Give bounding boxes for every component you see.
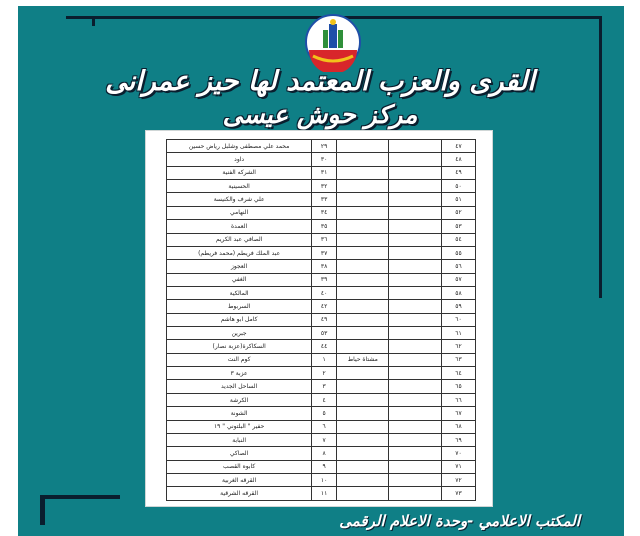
village-number-cell: ٢ bbox=[312, 367, 337, 380]
table-row bbox=[167, 380, 476, 393]
blank-cell bbox=[389, 233, 442, 246]
village-number-cell: ٣٣ bbox=[312, 193, 337, 206]
village-number-cell: ٨ bbox=[312, 447, 337, 460]
village-name-cell: القرقه الشرقية bbox=[167, 487, 312, 501]
table-row bbox=[167, 313, 476, 326]
blank-cell bbox=[389, 407, 442, 420]
village-number-cell: ٣٠ bbox=[312, 153, 337, 166]
village-name-cell: جبرين bbox=[167, 327, 312, 340]
center-cell bbox=[336, 286, 389, 299]
center-cell bbox=[336, 433, 389, 446]
table-row bbox=[167, 433, 476, 446]
village-number-cell: ٣ bbox=[312, 380, 337, 393]
blank-cell bbox=[389, 433, 442, 446]
row-index-cell: ٦٨ bbox=[441, 420, 475, 433]
table-row bbox=[167, 420, 476, 433]
village-name-cell: داود bbox=[167, 153, 312, 166]
table-row bbox=[167, 473, 476, 486]
blank-cell bbox=[389, 393, 442, 406]
blank-cell bbox=[389, 327, 442, 340]
village-number-cell: ٢٩ bbox=[312, 140, 337, 153]
page-title: القرى والعزب المعتمد لها حيز عمرانى bbox=[105, 66, 535, 97]
table-row bbox=[167, 140, 476, 153]
table-row bbox=[167, 300, 476, 313]
row-index-cell: ٧٢ bbox=[441, 473, 475, 486]
blank-cell bbox=[389, 286, 442, 299]
table-row bbox=[167, 353, 476, 366]
row-index-cell: ٧١ bbox=[441, 460, 475, 473]
village-name-cell: الساحل الجديد bbox=[167, 380, 312, 393]
center-cell bbox=[336, 220, 389, 233]
center-cell bbox=[336, 407, 389, 420]
row-index-cell: ٦٠ bbox=[441, 313, 475, 326]
center-cell bbox=[336, 327, 389, 340]
blank-cell bbox=[389, 367, 442, 380]
row-index-cell: ٥١ bbox=[441, 193, 475, 206]
table-row bbox=[167, 340, 476, 353]
table-row bbox=[167, 246, 476, 259]
village-name-cell: العجوز bbox=[167, 260, 312, 273]
village-name-cell: القرقه الغربية bbox=[167, 473, 312, 486]
table-row bbox=[167, 180, 476, 193]
village-number-cell: ٥ bbox=[312, 407, 337, 420]
row-index-cell: ٦٢ bbox=[441, 340, 475, 353]
page-subtitle: مركز حوش عيسى bbox=[222, 100, 418, 129]
table-row bbox=[167, 487, 476, 501]
row-index-cell: ٥٩ bbox=[441, 300, 475, 313]
village-number-cell: ٤٩ bbox=[312, 313, 337, 326]
village-number-cell: ٣٧ bbox=[312, 246, 337, 259]
row-index-cell: ٥٣ bbox=[441, 220, 475, 233]
center-cell bbox=[336, 473, 389, 486]
village-number-cell: ١٠ bbox=[312, 473, 337, 486]
village-name-cell: علي شرف والكنيسة bbox=[167, 193, 312, 206]
row-index-cell: ٤٨ bbox=[441, 153, 475, 166]
villages-table bbox=[166, 139, 476, 501]
village-number-cell: ٣١ bbox=[312, 166, 337, 179]
center-cell bbox=[336, 193, 389, 206]
village-number-cell: ٣٨ bbox=[312, 260, 337, 273]
village-number-cell: ٧ bbox=[312, 433, 337, 446]
center-cell bbox=[336, 487, 389, 501]
row-index-cell: ٦٦ bbox=[441, 393, 475, 406]
blank-cell bbox=[389, 140, 442, 153]
row-index-cell: ٥٧ bbox=[441, 273, 475, 286]
table-row bbox=[167, 460, 476, 473]
village-name-cell: عزبة ٣ bbox=[167, 367, 312, 380]
village-number-cell: ٩ bbox=[312, 460, 337, 473]
table-row bbox=[167, 393, 476, 406]
row-index-cell: ٥٠ bbox=[441, 180, 475, 193]
row-index-cell: ٦٩ bbox=[441, 433, 475, 446]
table-row bbox=[167, 220, 476, 233]
row-index-cell: ٦٣ bbox=[441, 353, 475, 366]
table-row bbox=[167, 206, 476, 219]
table-row bbox=[167, 327, 476, 340]
row-index-cell: ٤٩ bbox=[441, 166, 475, 179]
village-number-cell: ٣٢ bbox=[312, 180, 337, 193]
center-cell bbox=[336, 233, 389, 246]
table-row bbox=[167, 367, 476, 380]
center-cell bbox=[336, 153, 389, 166]
row-index-cell: ٥٨ bbox=[441, 286, 475, 299]
blank-cell bbox=[389, 313, 442, 326]
village-number-cell: ٣٦ bbox=[312, 233, 337, 246]
row-index-cell: ٥٤ bbox=[441, 233, 475, 246]
blank-cell bbox=[389, 353, 442, 366]
frame-line-bottom bbox=[40, 495, 45, 525]
blank-cell bbox=[389, 340, 442, 353]
blank-cell bbox=[389, 300, 442, 313]
village-number-cell: ٦ bbox=[312, 420, 337, 433]
table-row bbox=[167, 233, 476, 246]
village-name-cell: كامل ابو هاشم bbox=[167, 313, 312, 326]
table-row bbox=[167, 447, 476, 460]
center-cell bbox=[336, 380, 389, 393]
village-name-cell: كوم النت bbox=[167, 353, 312, 366]
table-row bbox=[167, 166, 476, 179]
blank-cell bbox=[389, 180, 442, 193]
table-row bbox=[167, 286, 476, 299]
village-name-cell: السكاكرة(عزبة نصار) bbox=[167, 340, 312, 353]
village-name-cell: السربوط bbox=[167, 300, 312, 313]
center-cell: مشتاة حياط bbox=[336, 353, 389, 366]
center-cell bbox=[336, 340, 389, 353]
blank-cell bbox=[389, 273, 442, 286]
blank-cell bbox=[389, 260, 442, 273]
row-index-cell: ٥٢ bbox=[441, 206, 475, 219]
village-number-cell: ٣٩ bbox=[312, 273, 337, 286]
row-index-cell: ٦٥ bbox=[441, 380, 475, 393]
row-index-cell: ٦٤ bbox=[441, 367, 475, 380]
row-index-cell: ٧٠ bbox=[441, 447, 475, 460]
table-row bbox=[167, 260, 476, 273]
table-row bbox=[167, 407, 476, 420]
village-name-cell: الكرشة bbox=[167, 393, 312, 406]
row-index-cell: ٦٧ bbox=[441, 407, 475, 420]
village-name-cell: الصافي عبد الكريم bbox=[167, 233, 312, 246]
village-name-cell: الشركه الفنية bbox=[167, 166, 312, 179]
table-row bbox=[167, 193, 476, 206]
village-name-cell: محمد علي مصطفى وشلبل رياض حسين bbox=[167, 140, 312, 153]
footer-credit: المكتب الاعلامي -وحدة الاعلام الرقمى bbox=[339, 512, 580, 530]
governorate-emblem-icon bbox=[303, 12, 363, 72]
blank-cell bbox=[389, 206, 442, 219]
center-cell bbox=[336, 393, 389, 406]
village-number-cell: ٣٤ bbox=[312, 206, 337, 219]
village-name-cell: الحسينية bbox=[167, 180, 312, 193]
blank-cell bbox=[389, 487, 442, 501]
blank-cell bbox=[389, 220, 442, 233]
blank-cell bbox=[389, 246, 442, 259]
village-name-cell: النبابة bbox=[167, 433, 312, 446]
village-name-cell: العمدة bbox=[167, 220, 312, 233]
center-cell bbox=[336, 420, 389, 433]
blank-cell bbox=[389, 473, 442, 486]
village-name-cell: الغفي bbox=[167, 273, 312, 286]
document-sheet bbox=[145, 130, 493, 507]
village-name-cell: الصاكي bbox=[167, 447, 312, 460]
row-index-cell: ٤٧ bbox=[441, 140, 475, 153]
blank-cell bbox=[389, 193, 442, 206]
blank-cell bbox=[389, 153, 442, 166]
village-number-cell: ٤٠ bbox=[312, 286, 337, 299]
center-cell bbox=[336, 206, 389, 219]
village-name-cell: حفير " البلتوني " ١٩ bbox=[167, 420, 312, 433]
row-index-cell: ٥٦ bbox=[441, 260, 475, 273]
table-row bbox=[167, 273, 476, 286]
center-cell bbox=[336, 246, 389, 259]
center-cell bbox=[336, 367, 389, 380]
village-number-cell: ٤ bbox=[312, 393, 337, 406]
village-name-cell: النهامي bbox=[167, 206, 312, 219]
frame-line-corner bbox=[92, 16, 95, 26]
row-index-cell: ٥٥ bbox=[441, 246, 475, 259]
village-number-cell: ٤٢ bbox=[312, 300, 337, 313]
table-row bbox=[167, 153, 476, 166]
row-index-cell: ٦١ bbox=[441, 327, 475, 340]
center-cell bbox=[336, 447, 389, 460]
frame-line-bottom-horizontal bbox=[40, 495, 120, 499]
center-cell bbox=[336, 180, 389, 193]
center-cell bbox=[336, 140, 389, 153]
center-cell bbox=[336, 166, 389, 179]
blank-cell bbox=[389, 420, 442, 433]
blank-cell bbox=[389, 460, 442, 473]
center-cell bbox=[336, 260, 389, 273]
center-cell bbox=[336, 300, 389, 313]
center-cell bbox=[336, 460, 389, 473]
village-name-cell: المالكية bbox=[167, 286, 312, 299]
village-number-cell: ١ bbox=[312, 353, 337, 366]
center-cell bbox=[336, 273, 389, 286]
village-name-cell: الشونة bbox=[167, 407, 312, 420]
village-name-cell: كابوه القصب bbox=[167, 460, 312, 473]
row-index-cell: ٧٣ bbox=[441, 487, 475, 501]
village-name-cell: عبد الملك فريطم (محمد فريطم) bbox=[167, 246, 312, 259]
blank-cell bbox=[389, 447, 442, 460]
village-number-cell: ٤٤ bbox=[312, 340, 337, 353]
village-number-cell: ٣٥ bbox=[312, 220, 337, 233]
frame-line-right bbox=[599, 16, 602, 298]
blank-cell bbox=[389, 380, 442, 393]
village-number-cell: ١١ bbox=[312, 487, 337, 501]
blank-cell bbox=[389, 166, 442, 179]
village-number-cell: ٥٣ bbox=[312, 327, 337, 340]
center-cell bbox=[336, 313, 389, 326]
